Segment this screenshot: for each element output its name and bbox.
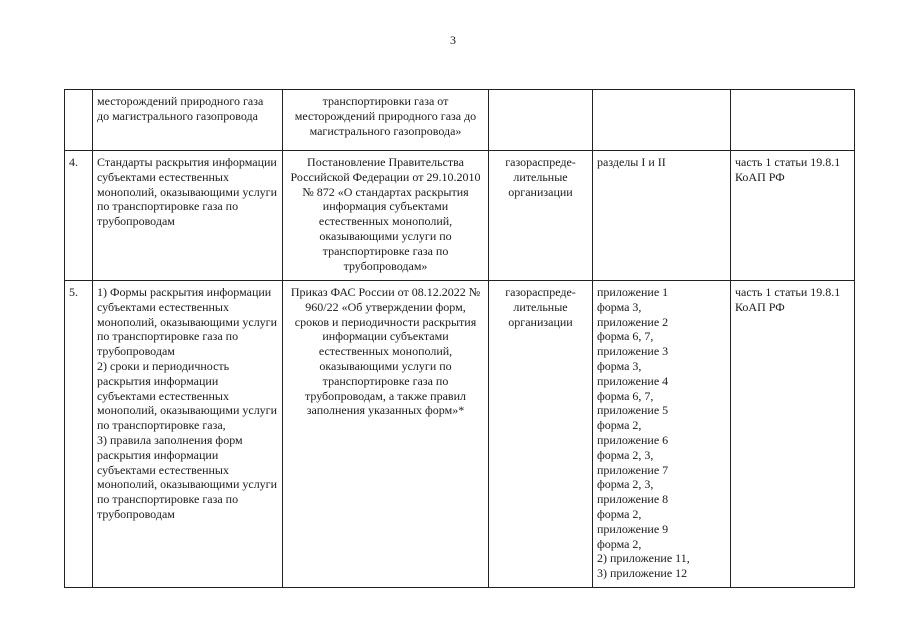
table-row <box>65 151 855 281</box>
form-reference: приложение 8 <box>597 492 669 507</box>
form-reference: приложение 5 <box>597 403 669 418</box>
form-reference: форма 2, <box>597 536 642 551</box>
subjects-cell <box>489 90 593 151</box>
table-row <box>65 281 855 588</box>
forms-cell <box>593 281 731 588</box>
form-reference: форма 3, <box>597 299 642 314</box>
form-reference: приложение 2 <box>597 314 669 329</box>
legal-act-cell: транспортировки газа от месторождений природного газа до магистрального газопровода» <box>283 90 489 151</box>
form-reference: приложение 9 <box>597 521 669 536</box>
form-reference: форма 2, 3, <box>597 447 654 462</box>
form-reference: форма 6, 7, <box>597 329 654 344</box>
requirement-name-cell <box>93 281 283 588</box>
form-reference: приложение 4 <box>597 373 669 388</box>
form-reference: форма 6, 7, <box>597 388 654 403</box>
legal-act-cell: Постановление Правительства Российской Федерации от 29.10.2010 № 872 «О стандартах раскрытия информация субъектами естественных монополий, оказывающими услуги по транспортировке газа по трубопроводам» <box>283 151 489 281</box>
requirements-table <box>64 89 855 588</box>
requirement-item: 2) сроки и периодичность раскрытия информации субъектами естественных монополий, оказывающими услуги по транспортировке газа, <box>97 358 278 433</box>
form-reference: форма 3, <box>597 358 642 373</box>
form-reference: форма 2, <box>597 506 642 521</box>
subjects-cell: газораспреде-лительные организации <box>489 151 593 281</box>
form-reference: приложение 3 <box>597 344 669 359</box>
row-number-cell: 5. <box>65 281 93 588</box>
row-number-cell: 4. <box>65 151 93 281</box>
form-reference: разделы I и II <box>597 155 666 169</box>
form-reference: приложение 7 <box>597 462 669 477</box>
responsibility-cell: часть 1 статьи 19.8.1 КоАП РФ <box>731 151 855 281</box>
form-reference: форма 2, 3, <box>597 477 654 492</box>
requirement-name-cell: месторождений природного газа до магистрального газопровода <box>93 90 283 151</box>
requirement-name-cell: Стандарты раскрытия информации субъектами естественных монополий, оказывающими услуги по транспортировке газа по трубопроводам <box>93 151 283 281</box>
form-reference: 3) приложение 12 <box>597 566 688 581</box>
subjects-cell: газораспреде-лительные организации <box>489 281 593 588</box>
responsibility-cell: часть 1 статьи 19.8.1 КоАП РФ <box>731 281 855 588</box>
form-reference: приложение 1 <box>597 285 669 299</box>
requirement-item: 3) правила заполнения форм раскрытия информации субъектами естественных монополий, оказывающими услуги по транспортировке газа по трубопроводам <box>97 432 278 521</box>
row-number-cell <box>65 90 93 151</box>
legal-act-cell: Приказ ФАС России от 08.12.2022 № 960/22 «Об утверждении форм, сроков и периодичности раскрытия информации субъектами естественных монополий, оказывающими услуги по транспортировке газа по трубопроводам, а также правил заполнения указанных форм»* <box>283 281 489 588</box>
page-number: 3 <box>450 33 456 47</box>
table-row <box>65 90 855 151</box>
form-reference: форма 2, <box>597 418 642 433</box>
forms-cell <box>593 90 731 151</box>
form-reference: приложение 6 <box>597 432 669 447</box>
responsibility-cell <box>731 90 855 151</box>
requirement-item: 1) Формы раскрытия информации субъектами естественных монополий, оказывающими услуги по транспортировке газа по трубопроводам <box>97 285 278 359</box>
forms-cell <box>593 151 731 281</box>
form-reference: 2) приложение 11, <box>597 551 690 566</box>
